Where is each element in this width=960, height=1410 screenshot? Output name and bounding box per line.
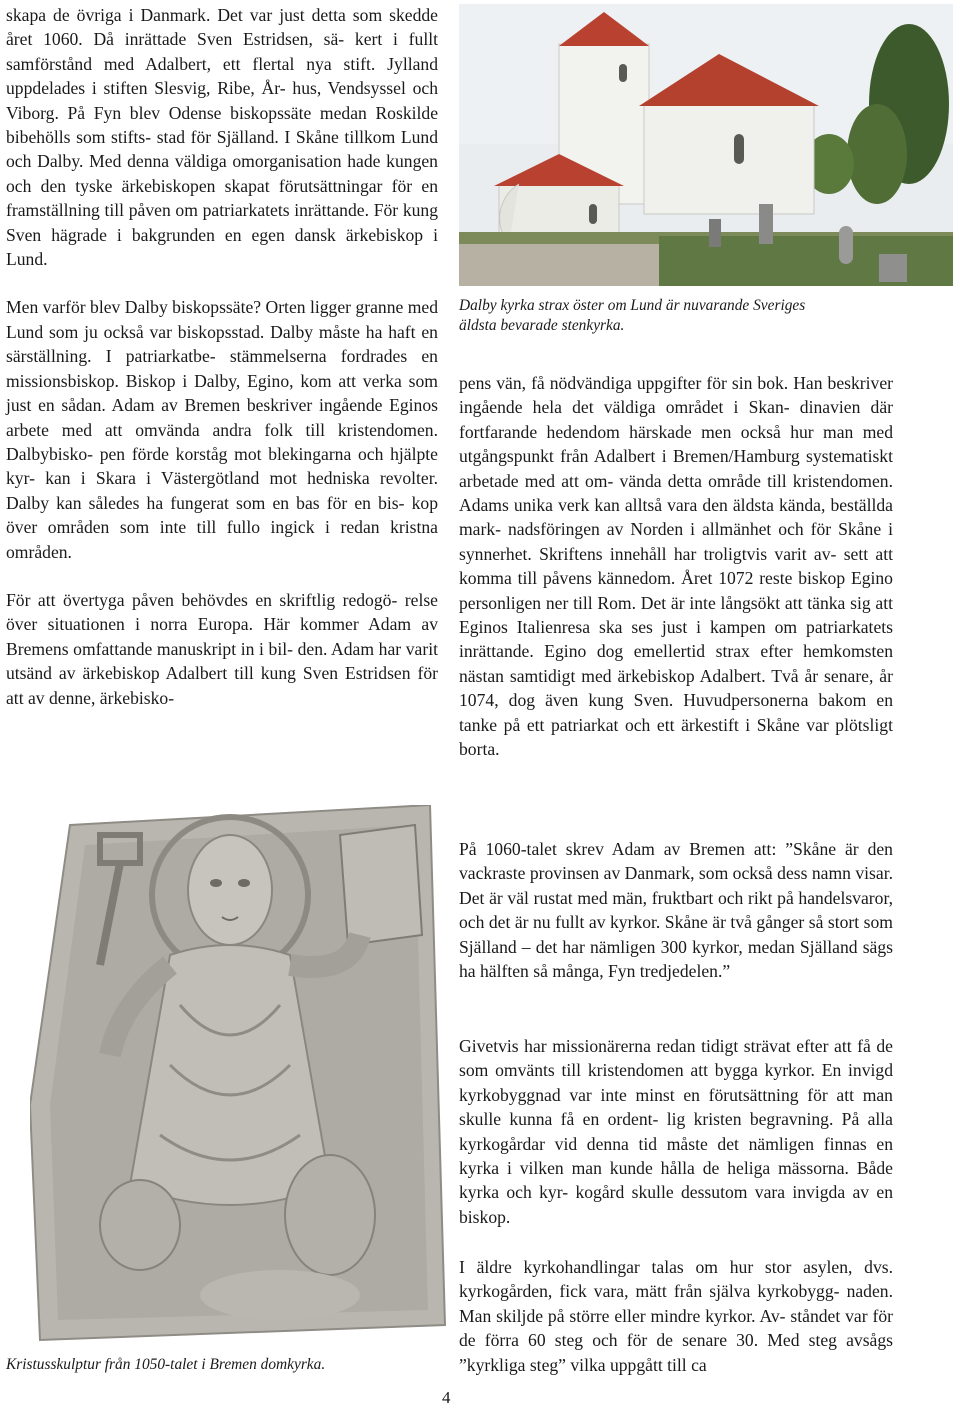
left-paragraph-2: Men varför blev Dalby biskopssäte? Orten ligger granne med Lund som ju också var biskopsstad. Dalby måste ha haft en särställning. I patriarkatbe- stämmelserna fordrades en missionsbiskop. Biskop i Dalby, Egino, kom att verka som just en sådan. Adam av Bremen beskriver ingående Eginos arbete med att omvända andra folk till kristendomen. Dalbybisko- pen förde korståg mot blekingarna och hjälpte kyr- kan i Skara i Västergötland mot hedniska revolter. Dalby kan således ha fungerat som en bas för en bis- kop över områden som inte till fullo ingick i redan kristna områden.	[6, 297, 439, 562]
right-paragraph-2: På 1060-talet skrev Adam av Bremen att: ”Skåne är den vackraste provinsen av Danmark, som också dess namn visar. Det är väl rustat med män, fruktbart och rikt på handelsvaror, och det är nu fullt av kyrkor. Skåne är två gånger så stort som Själland – det har nämligen 300 kyrkor, medan Själland sägs ha hälften så många, Fyn tredjedelen.”	[459, 839, 893, 982]
right-column-asylum	[459, 1255, 893, 1377]
right-column-upper	[459, 371, 893, 762]
right-column-quote	[459, 837, 893, 983]
left-paragraph-1: skapa de övriga i Danmark. Det var just detta som skedde året 1060. Då inrättade Sven Estridsen, sä- kert i fullt samförstånd med Adalbert, ett flertal nya stift. Jylland uppdelades i stiften Slesvig, Ribe, År- hus, Vendsyssel och Viborg. På Fyn blev Odense biskopssäte medan Roskilde bibehölls som stifts- stad för Själland. I Skåne tillkom Lund och Dalby. Med denna väldiga omorganisation hade kungen och den tyske ärkebiskopen skapat förutsättningar för en framställning till påven om patriarkatets inrättande. För kung Sven hägrade i bakgrunden en egen dansk ärkebiskop i Lund.	[6, 5, 439, 270]
page-number: 4	[442, 1388, 451, 1407]
church-caption: Dalby kyrka strax öster om Lund är nuvarande Sveriges äldsta bevarade stenkyrka.	[459, 297, 806, 334]
church-photo	[459, 4, 953, 286]
left-column	[6, 3, 438, 710]
right-paragraph-1: pens vän, få nödvändiga uppgifter för sin bok. Han beskriver ingående hela det väldiga området i Skan- dinavien där fortfarande hedendom härskade men också hur man med utgångspunkt från Adalbert i Bremen/Hamburg systematiskt arbetade med att om- vända detta område till kristendomen. Adams unika verk kan alltså vara den äldsta kända, beställda mark- nadsföringen av Norden i allmänhet och för Skåne i synnerhet. Skriftens innehåll har troligtvis varit av- sett att komma till påvens kännedom. Året 1072 reste biskop Egino personligen ner till Rom. Det är inte långsökt att tänka sig att Eginos Italienresa ska ses just i kampen om patriarkatets inrättande. Egino dog emellertid strax efter hemkomsten nästan samtidigt med ärkebiskop Adalbert. Två år senare, år 1074, dog även kung Sven. Huvudpersonerna bakom en tanke på ett patriarkat och ett ärkestift i Skåne var plötsligt borta.	[459, 373, 894, 760]
sculpture-photo	[30, 805, 450, 1345]
right-paragraph-3: Givetvis har missionärerna redan tidigt strävat efter att få de som omvänts till kristendomen att bygga kyrkor. En invigd kyrkobyggnad var inte minst en förutsättning för att man skulle kunna få en ordent- lig kristen begravning. På alla kyrkogårdar vid denna tid måste det nämligen finnas en kyrka i vilken man kunde hålla de heliga mässorna. Både kyrka och kyr- kogård skulle dessutom vara invigda av en biskop.	[459, 1036, 894, 1227]
right-paragraph-4: I äldre kyrkohandlingar talas om hur stor asylen, dvs. kyrkogården, fick vara, mätt från själva kyrkobygg- naden. Man skiljde på större eller mindre kyrkor. Av- ståndet var för de förra 60 steg och för de senare 30. Med steg avsågs ”kyrkliga steg” vilka uppgått till ca	[459, 1257, 894, 1375]
dalby-church-illustration	[459, 4, 953, 286]
left-paragraph-3: För att övertyga påven behövdes en skriftlig redogö- relse över situationen i norra Europa. Här kommer Adam av Bremens omfattande manuskript in i bil- den. Adam har varit utsänd av ärkebiskop Adalbert till kung Sven Estridsen för att av denne, ärkebisko-	[6, 589, 438, 708]
christ-sculpture-illustration	[30, 805, 450, 1345]
sculpture-caption: Kristusskulptur från 1050-talet i Bremen domkyrka.	[6, 1356, 326, 1373]
right-column-churches	[459, 1034, 893, 1229]
